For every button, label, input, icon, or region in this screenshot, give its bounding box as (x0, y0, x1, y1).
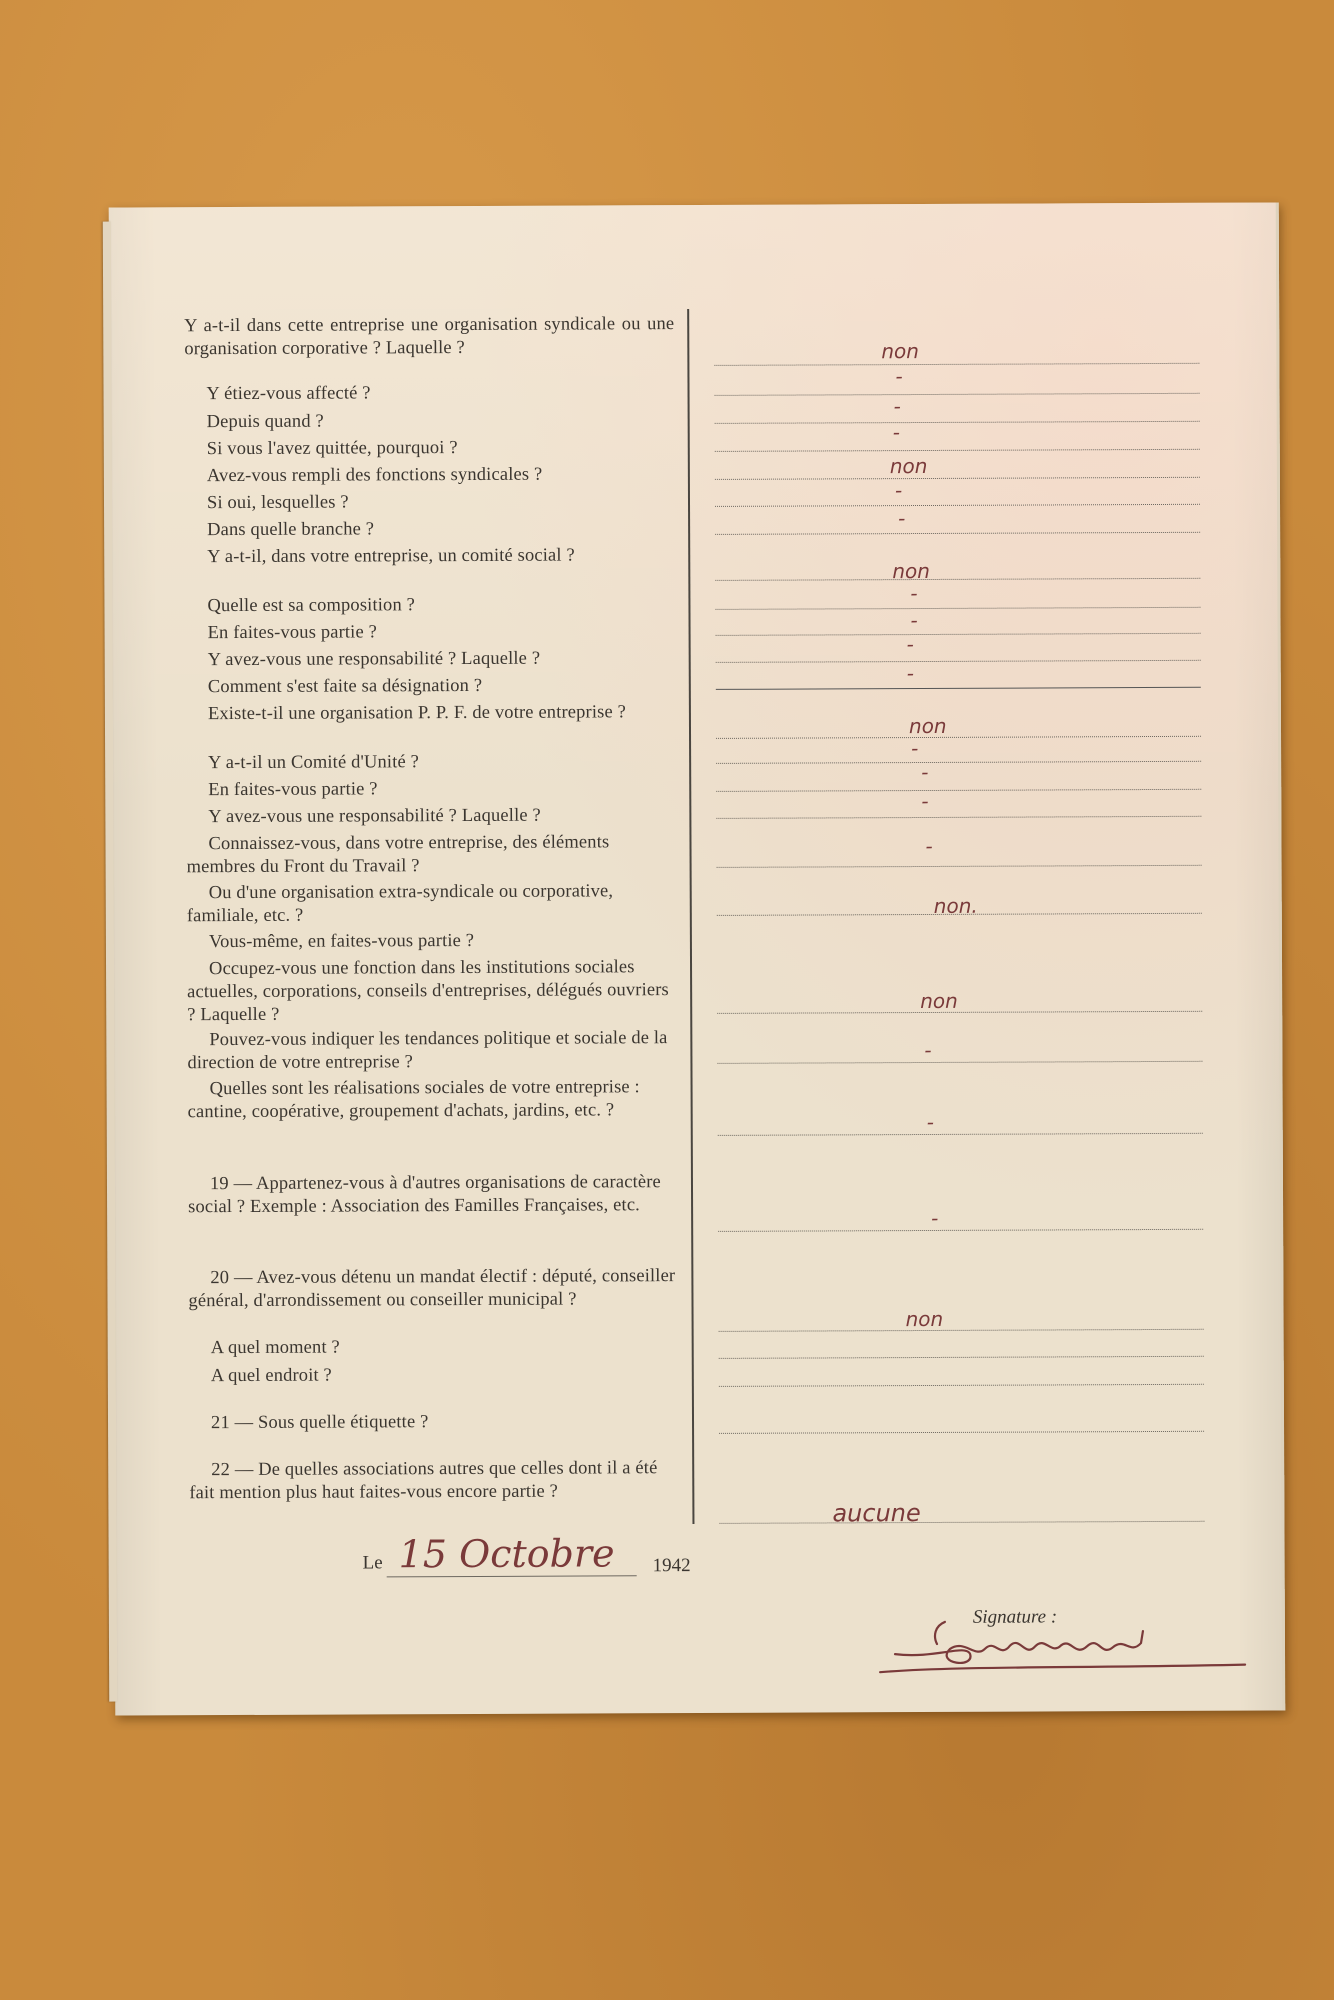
answer-line (716, 736, 1201, 739)
question-text: Vous-même, en faites-vous partie ? (208, 930, 475, 953)
question-text: Y a-t-il dans cette entreprise une organisation syndicale ou une organisation corporative ? Laquelle ? (184, 314, 675, 360)
question-text: 21 — Sous quelle étiquette ? (210, 1412, 429, 1434)
handwritten-answer: non (892, 558, 930, 584)
handwritten-answer: - (926, 1109, 934, 1134)
question-text: Connaissez-vous, dans votre entreprise, des éléments membres du Front du Travail ? (186, 832, 610, 878)
answer-line (716, 687, 1201, 690)
answer-line (717, 865, 1202, 868)
question-17 (186, 831, 676, 879)
handwritten-answer: non. (933, 893, 978, 918)
question-20b (189, 1363, 681, 1388)
question-15 (186, 777, 678, 802)
question-3 (185, 409, 677, 434)
handwritten-answer: non (908, 713, 947, 739)
question-4 (185, 436, 677, 461)
answer-line (716, 816, 1201, 819)
answer-line (715, 578, 1200, 581)
handwritten-signature (875, 1613, 1255, 1685)
question-text: A quel moment ? (210, 1337, 340, 1359)
column-divider (687, 309, 694, 1524)
question-text: Y a-t-il un Comité d'Unité ? (208, 752, 420, 774)
question-11 (186, 647, 678, 672)
date-prefix: Le (362, 1552, 383, 1574)
question-text: Si oui, lesquelles ? (206, 492, 349, 514)
answer-line (719, 1356, 1204, 1359)
question-text: Si vous l'avez quittée, pourquoi ? (206, 438, 458, 460)
answer-line (716, 761, 1201, 764)
handwritten-answer: - (906, 661, 915, 686)
question-2 (184, 381, 676, 406)
question-text: Y avez-vous une responsabilité ? Laquelle ? (207, 648, 541, 671)
question-text: Existe-t-il une organisation P. P. F. de votre entreprise ? (207, 702, 627, 725)
question-19-section (188, 1171, 678, 1219)
question-text: En faites-vous partie ? (208, 779, 378, 801)
handwritten-answer: - (910, 581, 918, 606)
question-text: Pouvez-vous indiquer les tendances politique et sociale de la direction de votre entreprise ? (187, 1028, 668, 1074)
question-text: 19 — Appartenez-vous à d'autres organisations de caractère social ? Exemple : Association des Familles Françaises, etc. (188, 1172, 661, 1218)
answer-line (719, 1431, 1204, 1434)
question-20-section (188, 1265, 678, 1313)
question-10 (186, 620, 678, 645)
question-7 (185, 517, 677, 542)
question-14 (186, 750, 678, 775)
answer-line (715, 532, 1200, 535)
answer-line (715, 477, 1200, 480)
handwritten-answer: - (925, 833, 933, 859)
question-text: Occupez-vous une fonction dans les institutions sociales actuelles, corporations, conseils d'entreprises, délégués ouvriers ? Laquelle ? (187, 957, 669, 1026)
question-22 (188, 1076, 678, 1124)
question-text: Comment s'est faite sa désignation ? (207, 675, 483, 698)
handwritten-answer: - (892, 420, 900, 445)
question-1 (184, 313, 674, 361)
question-text: Quelles sont les réalisations sociales de votre entreprise : cantine, coopérative, groupement d'achats, jardins, etc. ? (187, 1077, 640, 1123)
answer-line (719, 1329, 1204, 1332)
question-5 (185, 463, 677, 488)
question-text: En faites-vous partie ? (207, 622, 377, 644)
answer-line (718, 1133, 1203, 1136)
handwritten-answer: - (895, 364, 903, 389)
answer-line (716, 633, 1201, 636)
handwritten-answer: non (889, 453, 928, 479)
question-text: Avez-vous rempli des fonctions syndicales ? (206, 464, 543, 487)
question-13 (186, 701, 676, 726)
answer-line (714, 363, 1199, 366)
handwritten-answer: - (911, 736, 919, 761)
question-text: Y étiez-vous affecté ? (206, 383, 371, 405)
question-22-section (189, 1457, 679, 1505)
answer-line (719, 1384, 1204, 1387)
question-text: Y avez-vous une responsabilité ? Laquelle ? (208, 805, 541, 828)
question-19 (187, 929, 679, 954)
answer-line (715, 504, 1200, 507)
questionnaire-page (109, 202, 1286, 1715)
answer-line (717, 1061, 1202, 1064)
handwritten-date: 15 Octobre (398, 1531, 615, 1577)
handwritten-answer: - (906, 632, 914, 657)
date-line (387, 1575, 637, 1577)
question-text: Ou d'une organisation extra-syndicale ou corporative, familiale, etc. ? (186, 881, 614, 927)
handwritten-answer: non (881, 339, 919, 364)
question-text: Depuis quand ? (206, 411, 324, 433)
handwritten-answer: - (893, 394, 901, 419)
handwritten-answer: - (898, 506, 906, 531)
question-text: Y a-t-il, dans votre entreprise, un comité social ? (207, 545, 575, 568)
handwritten-answer: non (905, 1306, 944, 1332)
question-text: Dans quelle branche ? (207, 519, 375, 541)
answer-line (715, 393, 1200, 396)
question-21 (187, 1027, 677, 1075)
question-text: 20 — Avez-vous détenu un mandat électif : député, conseiller général, d'arrondissement ou conseiller municipal ? (188, 1266, 676, 1312)
handwritten-answer: - (894, 478, 903, 503)
handwritten-answer: non (920, 988, 958, 1014)
handwritten-answer: - (924, 1037, 932, 1063)
handwritten-answer: - (910, 608, 918, 633)
question-6 (185, 490, 677, 515)
question-9 (185, 593, 677, 618)
question-21-section (189, 1410, 681, 1435)
question-12 (186, 674, 678, 699)
answer-line (715, 607, 1200, 610)
handwritten-answer: - (931, 1205, 939, 1230)
answer-line (717, 1011, 1202, 1014)
question-18 (187, 880, 677, 928)
answer-line (716, 660, 1201, 663)
question-text: 22 — De quelles associations autres que celles dont il a été fait mention plus haut faites-vous encore partie ? (189, 1458, 658, 1504)
question-20a (189, 1335, 681, 1360)
answer-line (719, 1521, 1204, 1524)
question-text: Quelle est sa composition ? (207, 595, 416, 617)
answer-line (716, 789, 1201, 792)
answer-line (715, 421, 1200, 424)
question-16 (186, 804, 678, 829)
handwritten-answer: - (921, 759, 929, 785)
question-20 (187, 956, 677, 1027)
handwritten-answer: - (921, 788, 929, 814)
handwritten-answer: aucune (832, 1499, 921, 1528)
signature-label: Signature : (972, 1606, 1058, 1628)
answer-line (718, 1229, 1203, 1232)
question-8 (185, 544, 675, 569)
answer-line (715, 449, 1200, 452)
question-text: A quel endroit ? (210, 1365, 332, 1387)
year: 1942 (652, 1555, 691, 1577)
